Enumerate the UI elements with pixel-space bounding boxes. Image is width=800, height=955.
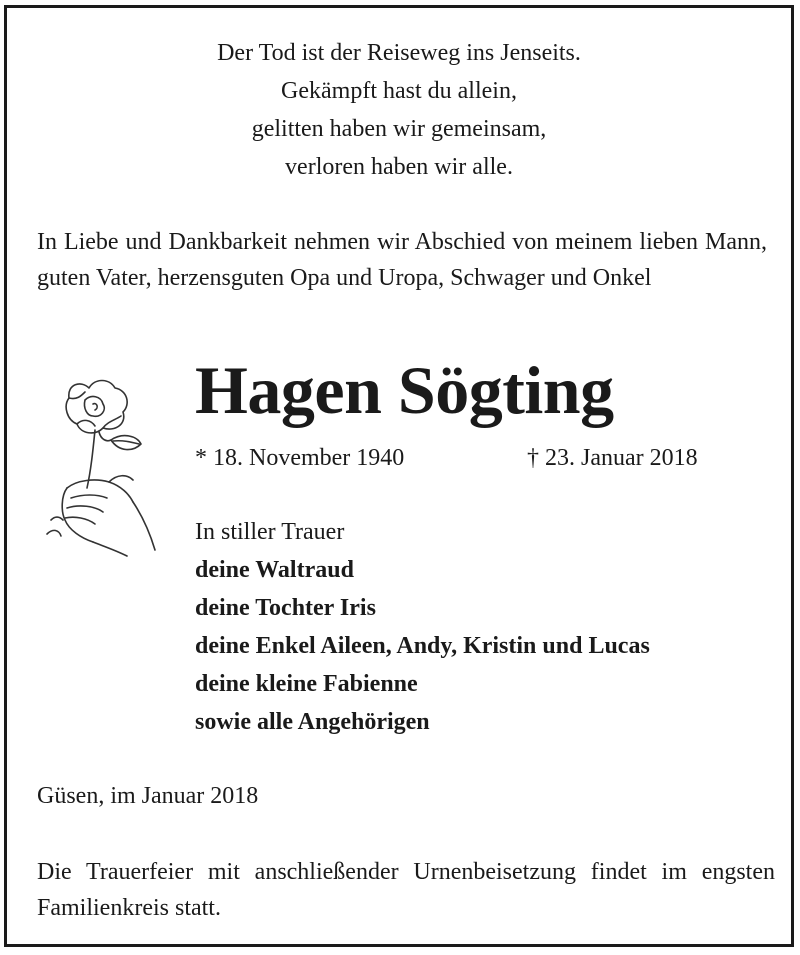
funeral-notice: Die Trauerfeier mit anschließender Urnenbeisetzung findet im engsten Familienkreis statt. [37,859,775,921]
poem-line: Gekämpft hast du allein, [281,78,517,104]
death-date: † 23. Januar 2018 [527,445,698,471]
poem-line: verloren haben wir alle. [285,154,513,180]
mourner-entry: deine Tochter Iris [195,595,376,621]
poem-line: gelitten haben wir gemeinsam, [251,116,547,142]
mourners-lead: In stiller Trauer [195,519,345,545]
intro-text: In Liebe und Dankbarkeit nehmen wir Abschied von meinem lieben Mann, guten Vater, herzensguten Opa und Uropa, Schwager und Onkel [37,229,767,291]
birth-date: * 18. November 1940 [195,445,405,471]
obituary-border [4,5,794,947]
mourners-list [195,513,650,741]
mourner-entry: deine Enkel Aileen, Andy, Kristin und Lucas [195,633,650,659]
mourner-entry: deine Waltraud [195,557,354,583]
rose-in-hand-icon [37,370,177,560]
mourner-entry: deine kleine Fabienne [195,671,418,697]
mourner-entry: sowie alle Angehörigen [195,709,430,735]
poem [7,34,791,186]
life-dates [195,440,745,476]
poem-line: Der Tod ist der Reiseweg ins Jenseits. [217,40,581,66]
place-date: Güsen, im Januar 2018 [37,783,259,809]
deceased-name: Hagen Sögting [195,352,614,428]
